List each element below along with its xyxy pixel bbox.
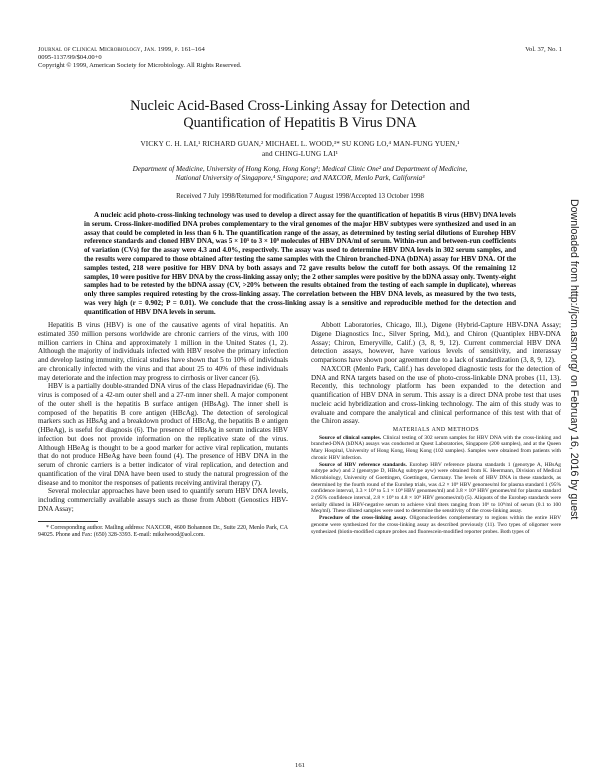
methods-text-standards: Eurohep HBV reference plasma standards 1 (genotype A, HBsAg subtype adw) and 2 (genotype D, HBsAg subtype ayw) were obtained from K. Heermann, Division of Medical Microbiology, University of Goettingen, Goettingen, Germany. The levels of HBV DNA in these standards, as determined by the fourth round of the Eurohep trials, was 4.2 × 10⁹ HBV genomes/ml for plasma standard 1 (95% confidence interval, 3.3 × 10⁹ to 5.1 × 10⁹ HBV genomes/ml) and 3.8 × 10⁹ HBV genomes/ml for plasma standard 2 (95% confidence interval, 2.8 × 10⁹ to 4.8 × 10⁹ HBV genomes/ml) (5). Aliquots of the Eurohep standards were serially diluted in HBV-negative serum to achieve viral titers ranging from 10⁶ to 10⁹/ml of serum (0.1 to 100 Meq/ml). These diluted samples were used to determine the sensitivity of the cross-linking assay.: [311, 461, 561, 515]
methods-section: [311, 435, 561, 536]
affiliation-line-2: National University of Singapore,⁴ Singapore; and NAXCOR, Menlo Park, California³: [175, 174, 425, 182]
copyright-line: Copyright © 1999, American Society for Microbiology. All Rights Reserved.: [38, 62, 242, 70]
intro-paragraph-5: NAXCOR (Menlo Park, Calif.) has developed diagnostic tests for the detection of DNA and RNA targets based on the use of photo-cross-linkable DNA probes (11, 13). Recently, this technology platform has been expanded to the detection and quantification of HBV DNA in serum. This assay is a direct DNA probe test that uses nucleic acid hybridization and cross-linking technology. The aim of this study was to evaluate and compare the analytical and clinical performance of this test with that of the Chiron assay.: [311, 364, 561, 426]
methods-paragraph-samples: [311, 435, 561, 462]
intro-paragraph-1: Hepatitis B virus (HBV) is one of the causative agents of viral hepatitis. An estimated 350 million persons worldwide are chronic carriers of the virus, with 100 million carriers in China and approximately 1 million in the United States (1, 2). Although the majority of individuals infected with HBV resolve the primary infection and develop lasting immunity, clinical studies have shown that 5 to 10% of individuals are chronically infected with the virus and that about 25 to 40% of these individuals may deteriorate and the infection may progress to cirrhosis or liver cancer (6).: [38, 321, 288, 382]
corresponding-author-footnote: * Corresponding author. Mailing address: NAXCOR, 4600 Bohannon Dr., Suite 220, Menlo Park, CA 94025. Phone and Fax: (650) 328-3393. E-mail: mikelwood@aol.com.: [38, 524, 288, 538]
page-number: 161: [295, 762, 305, 769]
journal-header: [38, 46, 378, 71]
intro-paragraph-3: Several molecular approaches have been used to quantify serum HBV DNA levels, including commercially available assays such as those from Abbott (Genostics HBV-DNA Assay;: [38, 487, 288, 513]
authors-line-1: VICKY C. H. LAI,¹ RICHARD GUAN,² MICHAEL L. WOOD,³* SU KONG LO,⁴ MAN-FUNG YUEN,¹: [140, 140, 460, 148]
intro-paragraph-4: Abbott Laboratories, Chicago, Ill.), Digene (Hybrid-Capture HBV-DNA Assay; Digene Diagnostics Inc., Silver Spring, Md.), and Chiron (Quantiplex HBV-DNA Assay; Chiron, Emeryville, Calif.) (3, 8, 9, 12). Current commercial HBV DNA detection assays, however, have various levels of sensitivity, and interassay comparisons have shown poor agreement due to a lack of standardization (3, 8, 9, 12).: [311, 321, 561, 364]
download-watermark-link[interactable]: Downloaded from http://jcm.asm.org/ on February 16, 2016 by guest: [568, 199, 580, 520]
footnote-divider: [38, 521, 98, 522]
methods-text-procedure: Oligonucleotides complementary to regions within the entire HBV genome were synthesized for the cross-linking assay as described previously (11). Two types of oligomer were synthesized (biotin-modified capture probes and fluorescein-modified reporter probes. Both types of: [311, 515, 562, 535]
left-column: [38, 321, 288, 539]
article-title: [60, 98, 540, 132]
author-list: [40, 140, 560, 159]
run-in-heading-procedure: Procedure of the cross-linking assay.: [319, 515, 408, 522]
intro-paragraph-2: HBV is a partially double-stranded DNA virus of the class Hepadnaviridae (6). The virus is composed of a 42-nm outer shell and a 27-nm inner shell. A major component of the outer shell is the hepatitis B surface antigen (HBsAg). The inner shell is composed of the hepatitis B core antigen (HBcAg). The detection of serological markers such as HBsAg and a breakdown product of HBcAg, the hepatitis B e antigen (HBeAg), is useful for diagnosis (6). The presence of HBsAg in serum indicates HBV infection but does not provide information on the replicative state of the virus. Although HBeAg is thought to be a good marker for active viral replication, mutants that do not produce HBeAg have been found (4). The presence of HBV DNA in the serum of chronic carriers is a better indicator of viral replication, and detection and quantification of the viral DNA have been used to study the natural progression of the disease and to monitor the responses of patients receiving antiviral therapy (7).: [38, 382, 288, 487]
title-line-2: Quantification of Hepatitis B Virus DNA: [183, 115, 417, 131]
abstract: A nucleic acid photo-cross-linking technology was used to develop a direct assay for the quantification of hepatitis B virus (HBV) DNA levels in serum. Cross-linker-modified DNA probes complementary to the viral genomes of the major HBV subtypes were synthesized and used in an assay that could be completed in less than 6 h. The quantification range of the assay, as determined by testing serial dilutions of Eurohep HBV reference standards and cloned HBV DNA, was 5 × 10⁵ to 3 × 10⁹ molecules of HBV DNA/ml of serum. Within-run and between-run coefficients of variation (CVs) for the assay were 4.3 and 4.0%, respectively. The assay was used to determine HBV DNA levels in 302 serum samples, and the results were compared to those obtained after testing the same samples with the Chiron branched-DNA (bDNA) assay for HBV DNA. Of the samples tested, 218 were positive for HBV DNA by both assays and 72 gave results below the cutoff for both assays. Of the remaining 12 samples, 10 were positive for HBV DNA by the cross-linking assay only; the 2 other samples were positive by the bDNA assay only. Twenty-eight samples had to be retested by the bDNA assay (CV, >20% between the results obtained from the testing of each sample in duplicate), whereas only three samples required retesting by the cross-linking assay. The correlation between the HBV DNA levels, as measured by the two tests, was very high (r = 0.902; P = 0.01). We conclude that the cross-linking assay is a sensitive and reproducible method for the detection and quantification of HBV DNA levels in serum.: [84, 211, 516, 316]
right-column: [311, 321, 561, 535]
volume-issue: Vol. 37, No. 1: [525, 46, 562, 53]
run-in-heading-samples: Source of clinical samples.: [319, 434, 382, 441]
run-in-heading-standards: Source of HBV reference standards.: [319, 461, 407, 468]
authors-line-2: and CHING-LUNG LAI¹: [261, 149, 339, 158]
affiliation-line-1: Department of Medicine, University of Hong Kong, Hong Kong¹; Medical Clinic One² and Department of Medicine,: [132, 165, 468, 173]
section-heading-methods: MATERIALS AND METHODS: [392, 427, 480, 433]
methods-paragraph-standards: [311, 462, 561, 516]
methods-paragraph-procedure: [311, 515, 561, 535]
journal-citation: Journal of Clinical Microbiology, Jan. 1999, p. 161–164: [38, 46, 205, 53]
received-dates: Received 7 July 1998/Returned for modification 7 August 1998/Accepted 13 October 1998: [176, 193, 424, 200]
affiliations: [50, 165, 550, 183]
methods-text-samples: Clinical testing of 302 serum samples for HBV DNA with the cross-linking and branched-DNA (bDNA) assays was conducted at Quest Laboratories, Singapore (200 samples), and at the Queen Mary Hospital, University of Hong Kong, Hong Kong (102 samples). Samples were obtained from patients with chronic HBV infection.: [311, 434, 561, 461]
issn-line: 0095-1137/99/$04.00+0: [38, 54, 102, 62]
title-line-1: Nucleic Acid-Based Cross-Linking Assay for Detection and: [130, 98, 470, 114]
